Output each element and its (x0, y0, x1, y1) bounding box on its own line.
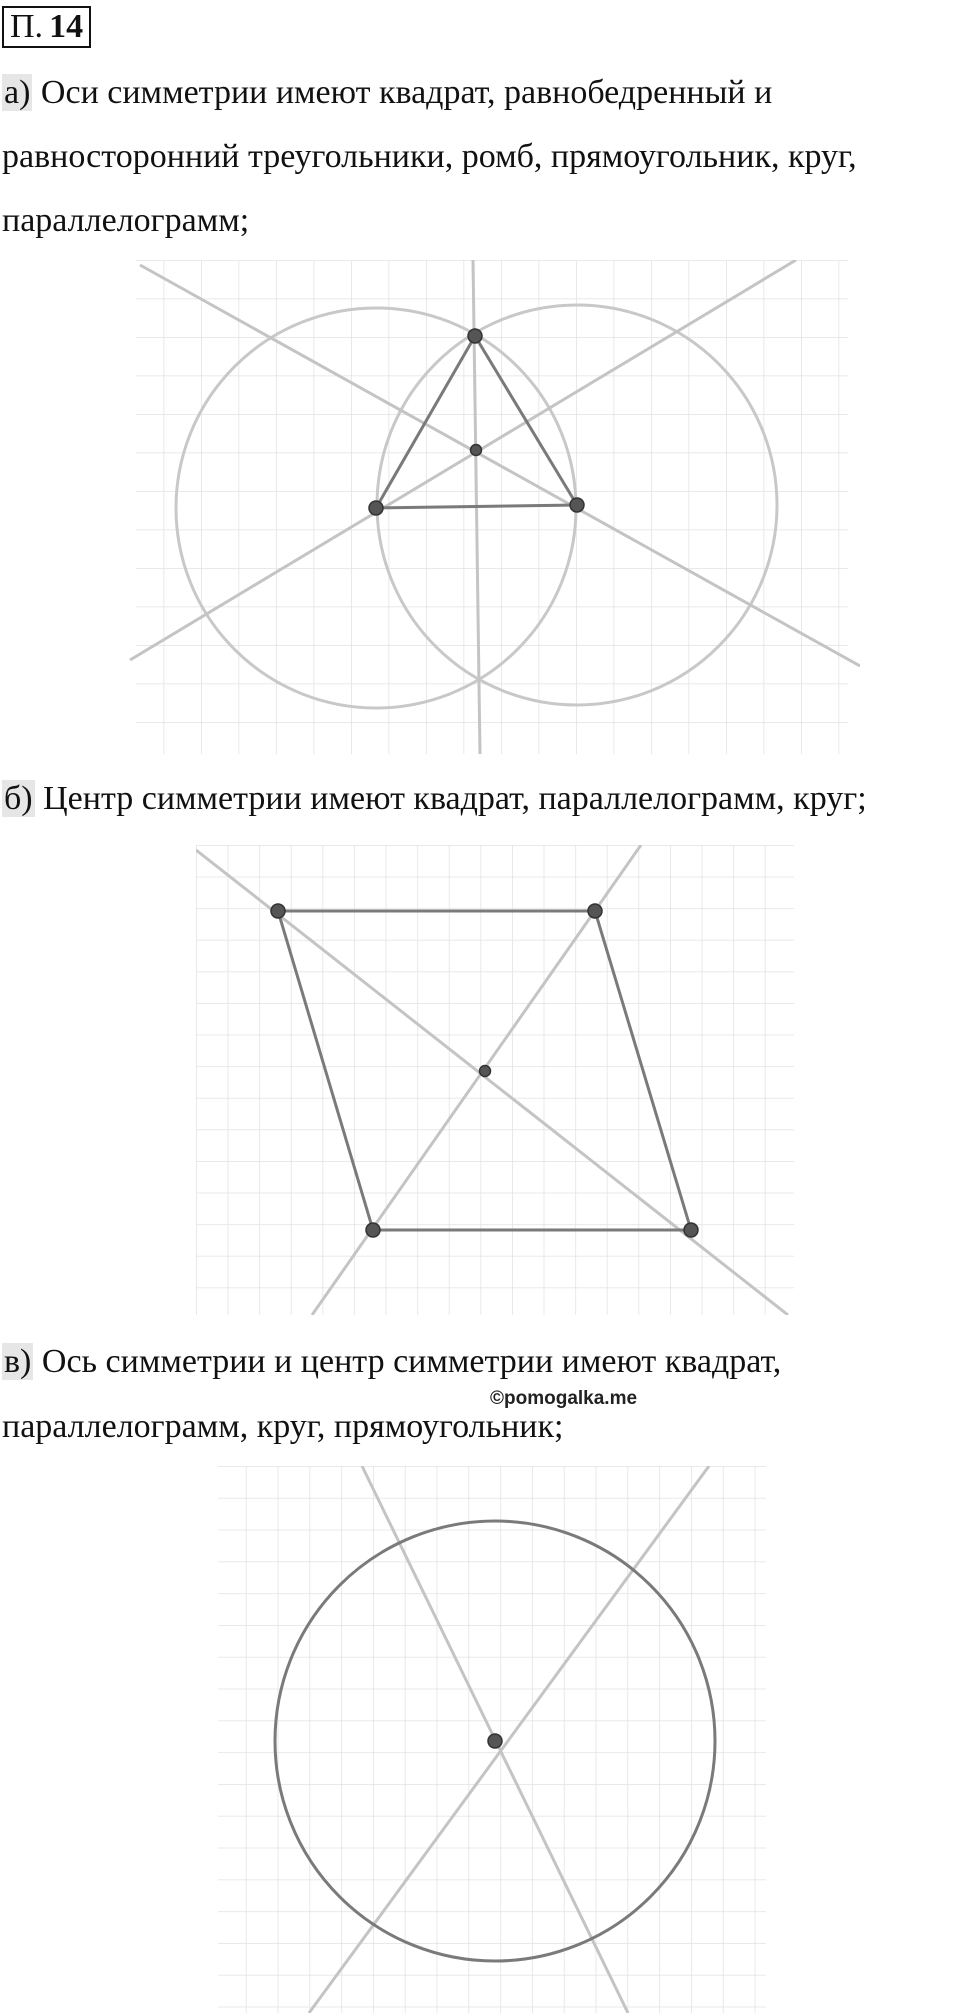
problem-prefix: П. (10, 8, 44, 45)
figure-c-center (488, 1734, 502, 1748)
section-a-line-2: равносторонний треугольники, ромб, прямоугольник, круг, (2, 138, 857, 175)
figure-b-center (480, 1066, 491, 1077)
section-a-tag: а) (4, 74, 31, 111)
watermark: ©pomogalka.me (490, 1388, 638, 1409)
figure-c-circle (214, 1466, 774, 2013)
problem-header (2, 6, 91, 48)
section-b-text-1: Центр симметрии имеют квадрат, параллелограмм, круг; (34, 780, 867, 817)
section-c-line-2: параллелограмм, круг, прямоугольник; (2, 1408, 564, 1445)
section-c-line-1 (2, 1333, 781, 1391)
problem-number-box (2, 6, 91, 48)
figure-b-vertex-bottom-right (684, 1223, 698, 1237)
section-a-line-3: параллелограмм; (2, 202, 250, 239)
figure-b-vertex-bottom-left (366, 1223, 380, 1237)
section-c-text-1: Ось симметрии и центр симметрии имеют квадрат, (33, 1343, 782, 1380)
section-a-text-1: Оси симметрии имеют квадрат, равнобедренный и (32, 74, 773, 111)
figure-b-vertex-top-left (271, 904, 285, 918)
figure-b-grid (196, 845, 794, 1315)
figure-b-parallelogram (196, 845, 796, 1315)
figure-b-vertex-top-right (588, 904, 602, 918)
figure-a-center (471, 445, 482, 456)
section-b-tag: б) (4, 780, 33, 817)
figure-a-vertex-left (369, 501, 383, 515)
section-a-line-1 (2, 64, 772, 122)
section-b-line-1 (2, 770, 867, 828)
section-c-tag: в) (4, 1343, 32, 1380)
problem-number: 14 (49, 8, 84, 45)
figure-a-triangle (126, 260, 860, 754)
figure-a-vertex-right (570, 498, 584, 512)
figure-a-vertex-top (468, 329, 482, 343)
